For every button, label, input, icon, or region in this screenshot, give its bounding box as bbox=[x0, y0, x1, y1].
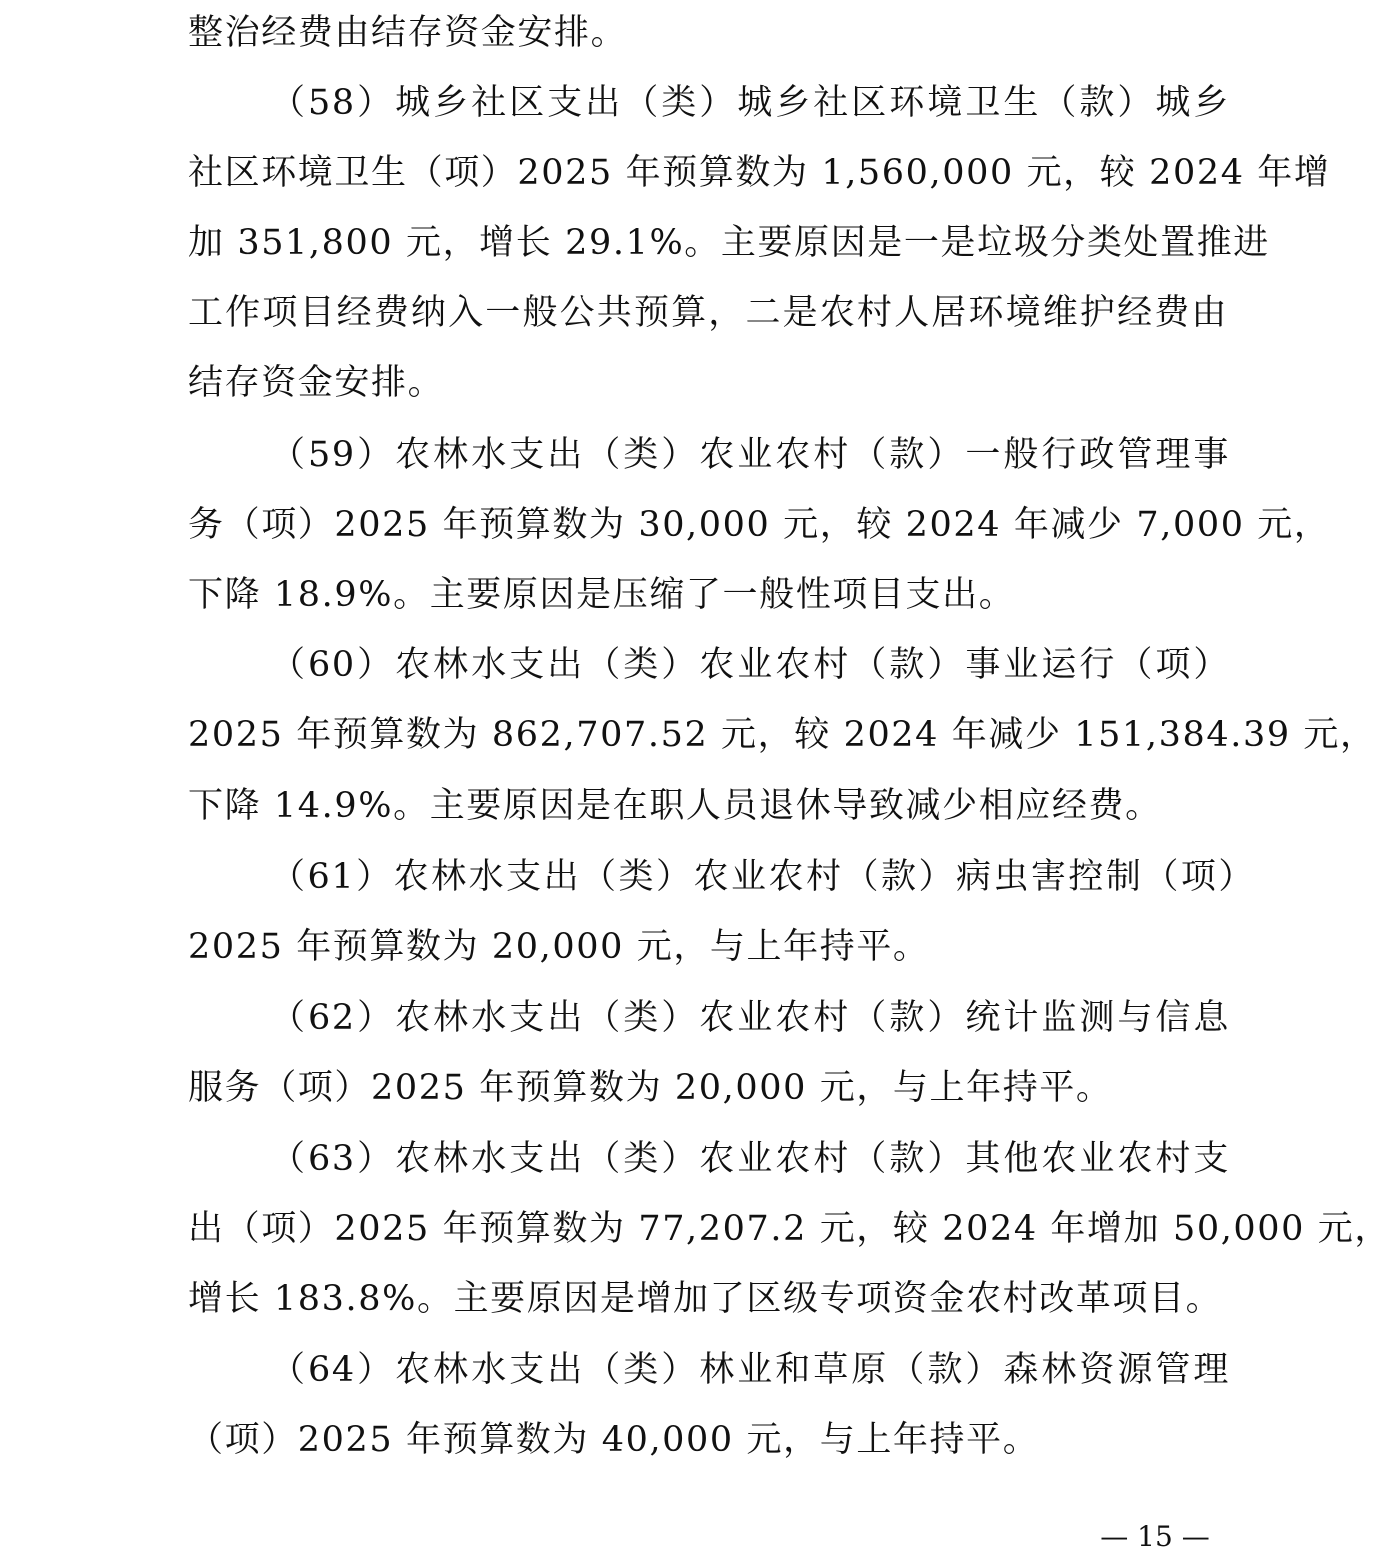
item-64-heading-line: （64）农林水支出（类）林业和草原（款）森林资源管理 bbox=[270, 1350, 1230, 1390]
item-62-heading-line: （62）农林水支出（类）农业农村（款）统计监测与信息 bbox=[270, 998, 1230, 1038]
text-line: 下降 18.9%。主要原因是压缩了一般性项目支出。 bbox=[188, 575, 1016, 615]
page-number: — 15 — bbox=[1100, 1520, 1210, 1553]
item-60-heading-line: （60）农林水支出（类）农业农村（款）事业运行（项） bbox=[270, 645, 1230, 685]
item-63-heading-line: （63）农林水支出（类）农业农村（款）其他农业农村支 bbox=[270, 1139, 1230, 1179]
text-line: 社区环境卫生（项）2025 年预算数为 1,560,000 元，较 2024 年增 bbox=[188, 153, 1331, 193]
text-line: 服务（项）2025 年预算数为 20,000 元，与上年持平。 bbox=[188, 1068, 1113, 1108]
text-line: （项）2025 年预算数为 40,000 元，与上年持平。 bbox=[188, 1420, 1040, 1460]
text-line: 增长 183.8%。主要原因是增加了区级专项资金农村改革项目。 bbox=[188, 1279, 1223, 1319]
item-59-heading-line: （59）农林水支出（类）农业农村（款）一般行政管理事 bbox=[270, 435, 1230, 475]
text-line: 2025 年预算数为 20,000 元，与上年持平。 bbox=[188, 927, 930, 967]
text-line: 下降 14.9%。主要原因是在职人员退休导致减少相应经费。 bbox=[188, 786, 1162, 826]
text-line: 结存资金安排。 bbox=[188, 363, 445, 403]
item-61-heading-line: （61）农林水支出（类）农业农村（款）病虫害控制（项） bbox=[270, 857, 1255, 897]
item-58-heading-line: （58）城乡社区支出（类）城乡社区环境卫生（款）城乡 bbox=[270, 83, 1230, 123]
text-line: 加 351,800 元，增长 29.1%。主要原因是一是垃圾分类处置推进 bbox=[188, 223, 1270, 263]
text-line: 整治经费由结存资金安排。 bbox=[188, 13, 628, 53]
text-line: 2025 年预算数为 862,707.52 元，较 2024 年减少 151,384.39 元， bbox=[188, 715, 1377, 755]
text-line: 工作项目经费纳入一般公共预算，二是农村人居环境维护经费由 bbox=[188, 293, 1228, 333]
text-line: 出（项）2025 年预算数为 77,207.2 元，较 2024 年增加 50,000 元， bbox=[188, 1209, 1391, 1249]
text-line: 务（项）2025 年预算数为 30,000 元，较 2024 年减少 7,000 元， bbox=[188, 505, 1331, 545]
